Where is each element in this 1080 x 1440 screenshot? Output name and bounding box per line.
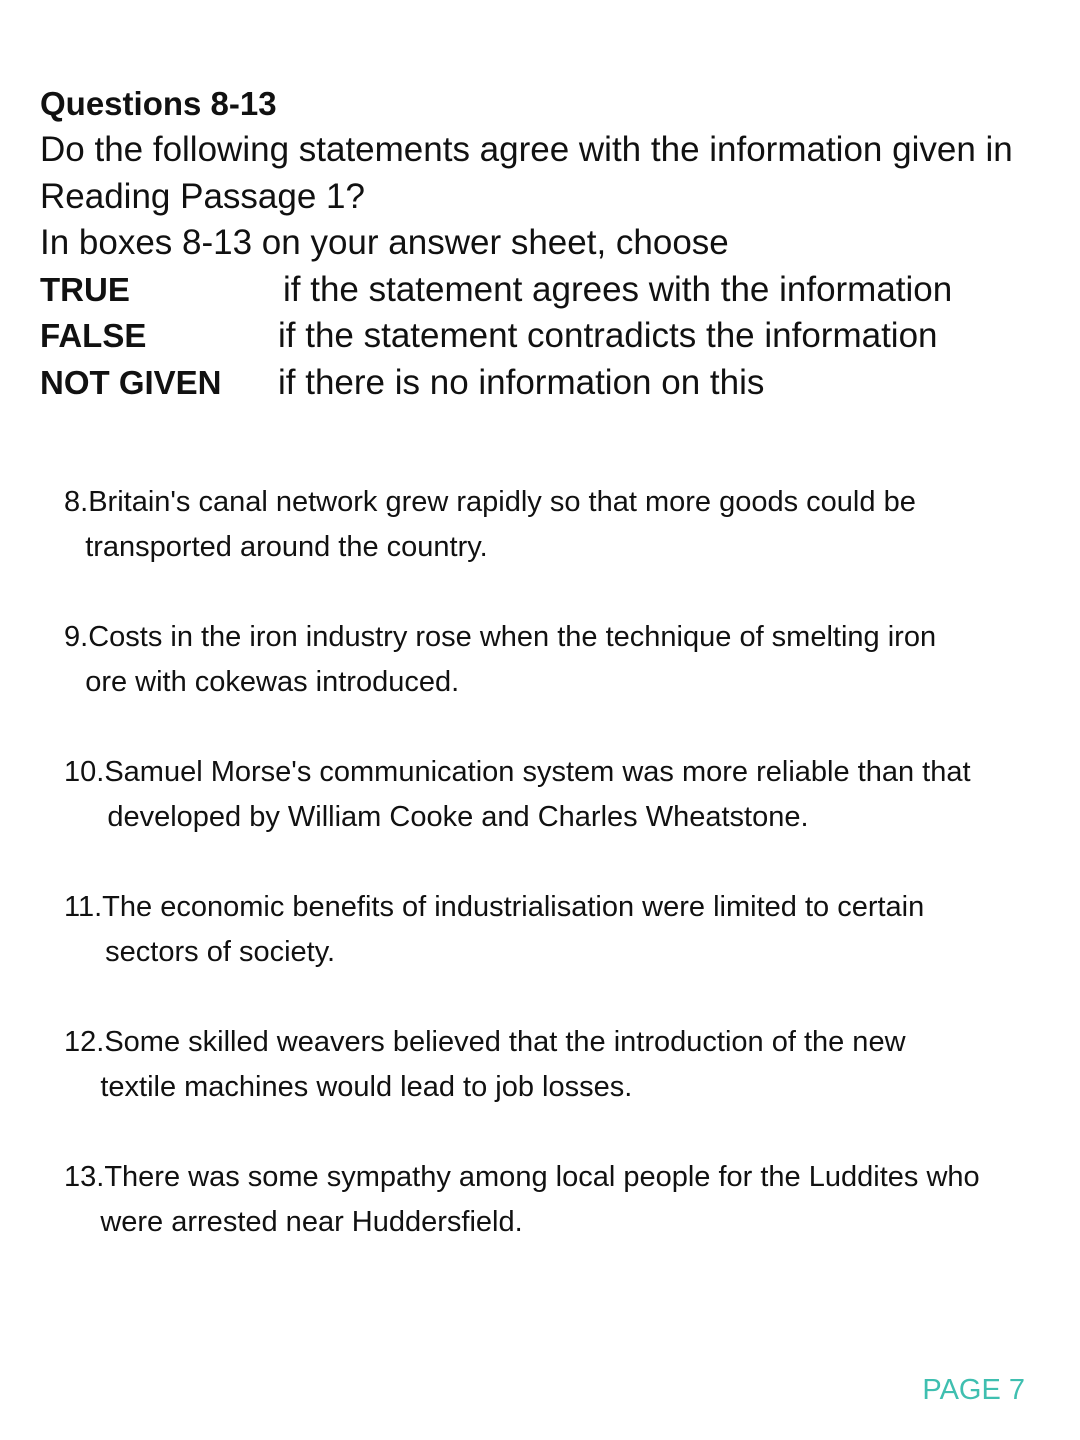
question-list	[64, 480, 1054, 1290]
question-text	[85, 615, 1054, 705]
question-line: ore with cokewas introduced.	[85, 666, 460, 698]
answer-key-row-not-given	[40, 360, 1050, 407]
instruction-line: Reading Passage 1?	[40, 176, 365, 216]
question-line: Some skilled weavers believed that the introduction of the new	[104, 1026, 906, 1058]
instruction-line: Do the following statements agree with the information given in	[40, 130, 1013, 169]
question-number: 12.	[64, 1026, 105, 1058]
section-title: Questions 8-13	[40, 85, 277, 122]
question-item	[64, 1155, 1054, 1245]
question-line: were arrested near Huddersfield.	[100, 1206, 523, 1238]
question-line: developed by William Cooke and Charles Wheatstone.	[107, 801, 809, 833]
question-number: 13.	[64, 1161, 105, 1193]
question-text	[104, 750, 1054, 840]
question-line: Samuel Morse's communication system was more reliable than that	[104, 756, 971, 788]
question-item	[64, 750, 1054, 840]
question-number: 10.	[64, 756, 105, 788]
instructions-text	[40, 127, 1050, 267]
question-line: Britain's canal network grew rapidly so that more goods could be	[88, 486, 916, 518]
question-item	[64, 615, 1054, 705]
answer-key-definition: if there is no information on this	[278, 362, 765, 402]
question-line: transported around the country.	[85, 531, 488, 563]
answer-key-row-false	[40, 313, 1050, 360]
answer-key	[40, 267, 1050, 407]
answer-key-term: NOT GIVEN	[40, 363, 222, 401]
question-text	[85, 480, 1054, 570]
question-number: 9.	[64, 621, 89, 653]
page-number: PAGE 7	[922, 1374, 1025, 1406]
question-line: sectors of society.	[105, 936, 336, 968]
answer-key-definition: if the statement agrees with the information	[283, 269, 953, 309]
answer-key-definition: if the statement contradicts the information	[278, 316, 938, 355]
answer-key-row-true	[40, 267, 1050, 314]
answer-key-term: FALSE	[40, 317, 147, 354]
question-item	[64, 480, 1054, 570]
question-line: There was some sympathy among local people for the Luddites who	[104, 1161, 980, 1193]
instructions-section	[40, 84, 1050, 406]
question-line: Costs in the iron industry rose when the technique of smelting iron	[88, 621, 937, 653]
question-text	[100, 1155, 1054, 1245]
question-number: 8.	[64, 486, 89, 518]
question-item	[64, 885, 1054, 975]
question-item	[64, 1020, 1054, 1110]
question-line: The economic benefits of industrialisation were limited to certain	[102, 891, 925, 923]
question-number: 11.	[64, 891, 103, 923]
question-text	[102, 885, 1054, 975]
answer-key-term: TRUE	[40, 270, 130, 308]
question-line: textile machines would lead to job losses.	[100, 1071, 633, 1103]
question-text	[100, 1020, 1054, 1110]
instruction-line: In boxes 8-13 on your answer sheet, choose	[40, 223, 729, 262]
